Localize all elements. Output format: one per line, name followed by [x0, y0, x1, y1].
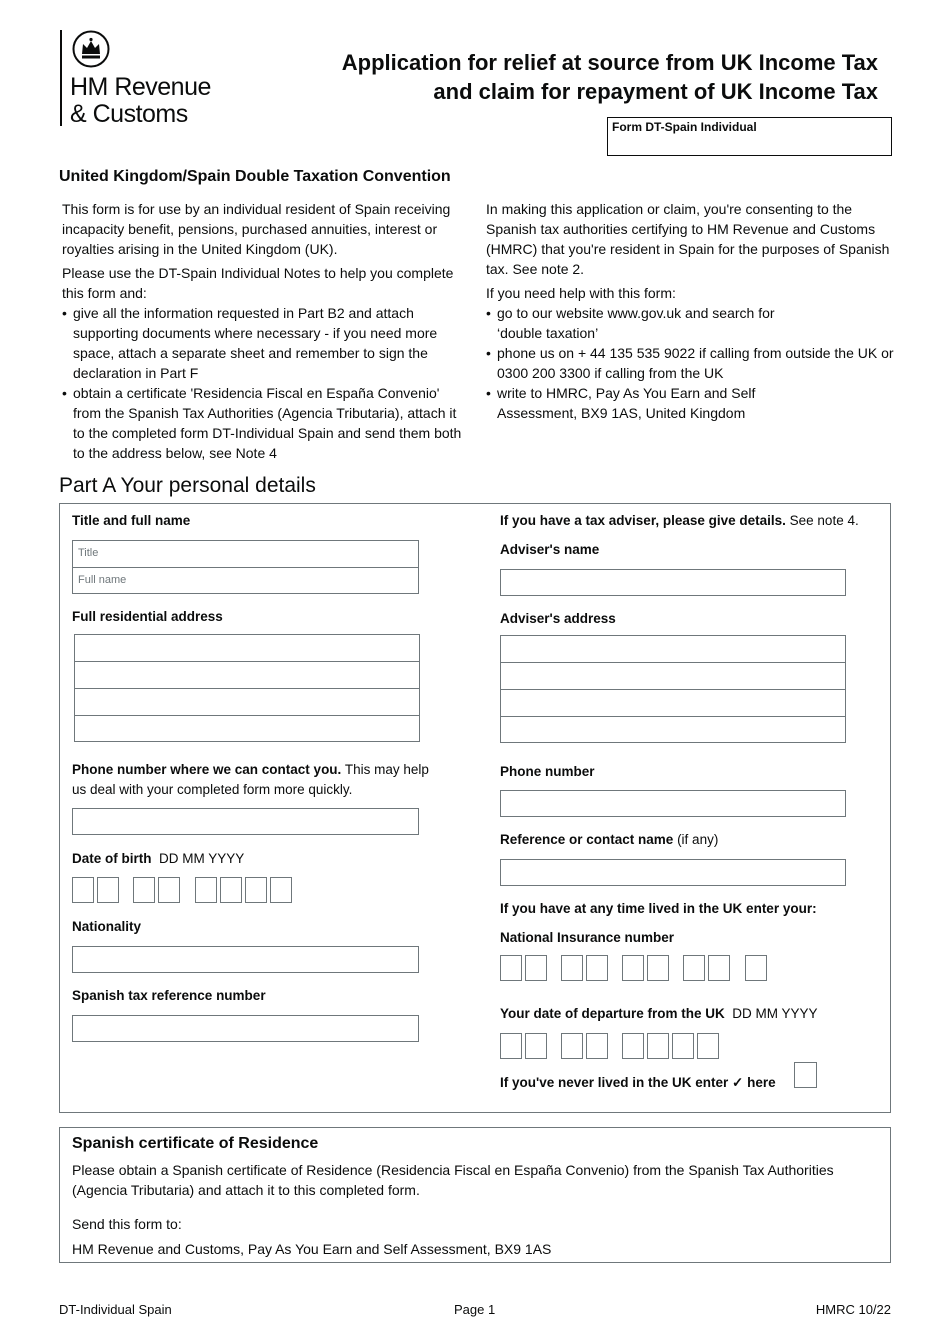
logo-line-2: & Customs: [70, 100, 188, 128]
footer-left: DT-Individual Spain: [59, 1302, 172, 1317]
nino-char-7[interactable]: [683, 955, 705, 981]
logo-rule: [60, 30, 62, 126]
adviser-address-label: Adviser's address: [500, 611, 616, 626]
nino-char-4[interactable]: [586, 955, 608, 981]
dob-year-digit-3[interactable]: [245, 877, 267, 903]
dob-format: DD MM YYYY: [159, 851, 245, 866]
adviser-address-line-3-input[interactable]: [501, 690, 845, 717]
reference-label-strong: Reference or contact name: [500, 832, 674, 847]
list-item: • obtain a certificate 'Residencia Fiscal en España Convenio' from the Spanish Tax Authorities (Agencia Tributaria), attach it to the completed form DT-Individual Spain and send them both to the address below, see Note 4: [62, 383, 470, 463]
convention-heading: United Kingdom/Spain Double Taxation Convention: [59, 168, 451, 185]
spanish-ref-label: Spanish tax reference number: [72, 988, 266, 1003]
title-name-label: Title and full name: [72, 513, 191, 528]
dob-label: [72, 849, 244, 869]
logo-line-1: HM Revenue: [70, 73, 211, 101]
adviser-intro: [500, 511, 859, 531]
intro-left: [62, 199, 470, 463]
nino-char-6[interactable]: [647, 955, 669, 981]
departure-format: DD MM YYYY: [732, 1006, 818, 1021]
intro-right-paragraph-1: In making this application or claim, you're consenting to the Spanish tax authorities certifying to HM Revenue and Customs (HMRC) that you're resident in Spain for the purposes of Spanish tax. See note 2.: [486, 201, 890, 277]
adviser-phone-label: Phone number: [500, 764, 595, 779]
title-name-fields: [72, 540, 419, 594]
nino-char-3[interactable]: [561, 955, 583, 981]
address-line-2-input[interactable]: [75, 662, 419, 689]
reference-input[interactable]: [500, 859, 846, 886]
address-line-3-input[interactable]: [75, 689, 419, 716]
departure-year-digit-2[interactable]: [647, 1033, 669, 1059]
never-lived-checkbox[interactable]: [794, 1062, 817, 1088]
adviser-phone-input[interactable]: [500, 790, 846, 817]
nino-char-2[interactable]: [525, 955, 547, 981]
footer-page-number: Page 1: [454, 1302, 496, 1317]
royal-crest-icon: [72, 30, 110, 68]
intro-right: [486, 199, 894, 423]
adviser-intro-note: See note 4.: [785, 513, 859, 528]
address-line-1-input[interactable]: [75, 635, 419, 662]
send-to-label: Send this form to:: [72, 1216, 182, 1232]
form-title-line-1: Application for relief at source from UK Income Tax: [341, 50, 878, 75]
departure-month-digit-1[interactable]: [561, 1033, 583, 1059]
phone-label: [72, 760, 442, 800]
hmrc-logo-text: [70, 74, 211, 128]
phone-label-strong: Phone number where we can contact you.: [72, 762, 342, 777]
form-id: Form DT-Spain Individual: [612, 120, 757, 134]
dob-day-digit-1[interactable]: [72, 877, 94, 903]
lived-uk-label: If you have at any time lived in the UK enter your:: [500, 901, 817, 916]
list-item: • go to our website www.gov.uk and search for ‘double taxation’: [486, 303, 797, 343]
address-line-4-input[interactable]: [75, 716, 419, 743]
adviser-address-line-4-input[interactable]: [501, 717, 845, 744]
list-item: • phone us on + 44 135 535 9022 if calling from outside the UK or 0300 200 3300 if calling from the UK: [486, 343, 894, 383]
adviser-address-line-2-input[interactable]: [501, 663, 845, 690]
adviser-name-label: Adviser's name: [500, 542, 600, 557]
departure-label-strong: Your date of departure from the UK: [500, 1006, 725, 1021]
dob-year-digit-1[interactable]: [195, 877, 217, 903]
departure-year-digit-3[interactable]: [672, 1033, 694, 1059]
part-a-title: Part A Your personal details: [59, 474, 316, 497]
phone-input[interactable]: [72, 808, 419, 835]
full-name-input[interactable]: Full name: [78, 574, 127, 586]
nino-char-5[interactable]: [622, 955, 644, 981]
send-to-address: HM Revenue and Customs, Pay As You Earn and Self Assessment, BX9 1AS: [72, 1241, 552, 1257]
certificate-title: Spanish certificate of Residence: [72, 1135, 319, 1152]
dob-year-digit-2[interactable]: [220, 877, 242, 903]
certificate-text: Please obtain a Spanish certificate of Residence (Residencia Fiscal en España Convenio) from the Spanish Tax Authorities (Agencia Tributaria) and attach it to this completed form.: [72, 1162, 834, 1198]
spanish-ref-input[interactable]: [72, 1015, 419, 1042]
intro-left-paragraph-2: Please use the DT-Spain Individual Notes to help you complete this form and:: [62, 265, 454, 301]
nino-label: National Insurance number: [500, 930, 675, 945]
form-title-line-2: and claim for repayment of UK Income Tax: [433, 79, 878, 104]
departure-year-digit-4[interactable]: [697, 1033, 719, 1059]
reference-label: [500, 830, 718, 850]
intro-left-paragraph-1: This form is for use by an individual resident of Spain receiving incapacity benefit, pensions, purchased annuities, interest or royalties arising in the United Kingdom (UK).: [62, 201, 451, 257]
nino-char-1[interactable]: [500, 955, 522, 981]
departure-day-digit-2[interactable]: [525, 1033, 547, 1059]
dob-year-digit-4[interactable]: [270, 877, 292, 903]
adviser-name-input[interactable]: [500, 569, 846, 596]
dob-month-digit-2[interactable]: [158, 877, 180, 903]
dob-label-strong: Date of birth: [72, 851, 152, 866]
departure-label: [500, 1004, 818, 1024]
adviser-intro-strong: If you have a tax adviser, please give details.: [500, 513, 786, 528]
list-item: • give all the information requested in Part B2 and attach supporting documents where necessary - if you need more space, attach a separate sheet and remember to sign the declaration in Part F: [62, 303, 470, 383]
departure-year-digit-1[interactable]: [622, 1033, 644, 1059]
nino-char-9[interactable]: [745, 955, 767, 981]
intro-right-paragraph-2: If you need help with this form:: [486, 285, 676, 301]
intro-right-bullets: [486, 303, 894, 423]
dob-day-digit-2[interactable]: [97, 877, 119, 903]
adviser-address-line-1-input[interactable]: [501, 636, 845, 663]
list-item: • write to HMRC, Pay As You Earn and Self Assessment, BX9 1AS, United Kingdom: [486, 383, 797, 423]
never-lived-label: If you've never lived in the UK enter ✓ here: [500, 1075, 776, 1090]
form-id-box: [607, 117, 892, 156]
address-fields: [74, 634, 420, 742]
departure-month-digit-2[interactable]: [586, 1033, 608, 1059]
adviser-address-fields: [500, 635, 846, 743]
intro-left-bullets: [62, 303, 470, 463]
title-input[interactable]: Title: [73, 541, 418, 568]
dob-month-digit-1[interactable]: [133, 877, 155, 903]
form-title: [342, 48, 878, 106]
address-label: Full residential address: [72, 609, 223, 624]
phone-label-note: This may help us deal with your completed form more quickly.: [72, 762, 429, 797]
nationality-input[interactable]: [72, 946, 419, 973]
reference-label-note: (if any): [673, 832, 719, 847]
footer-right: HMRC 10/22: [815, 1302, 891, 1317]
nationality-label: Nationality: [72, 919, 142, 934]
departure-day-digit-1[interactable]: [500, 1033, 522, 1059]
nino-char-8[interactable]: [708, 955, 730, 981]
